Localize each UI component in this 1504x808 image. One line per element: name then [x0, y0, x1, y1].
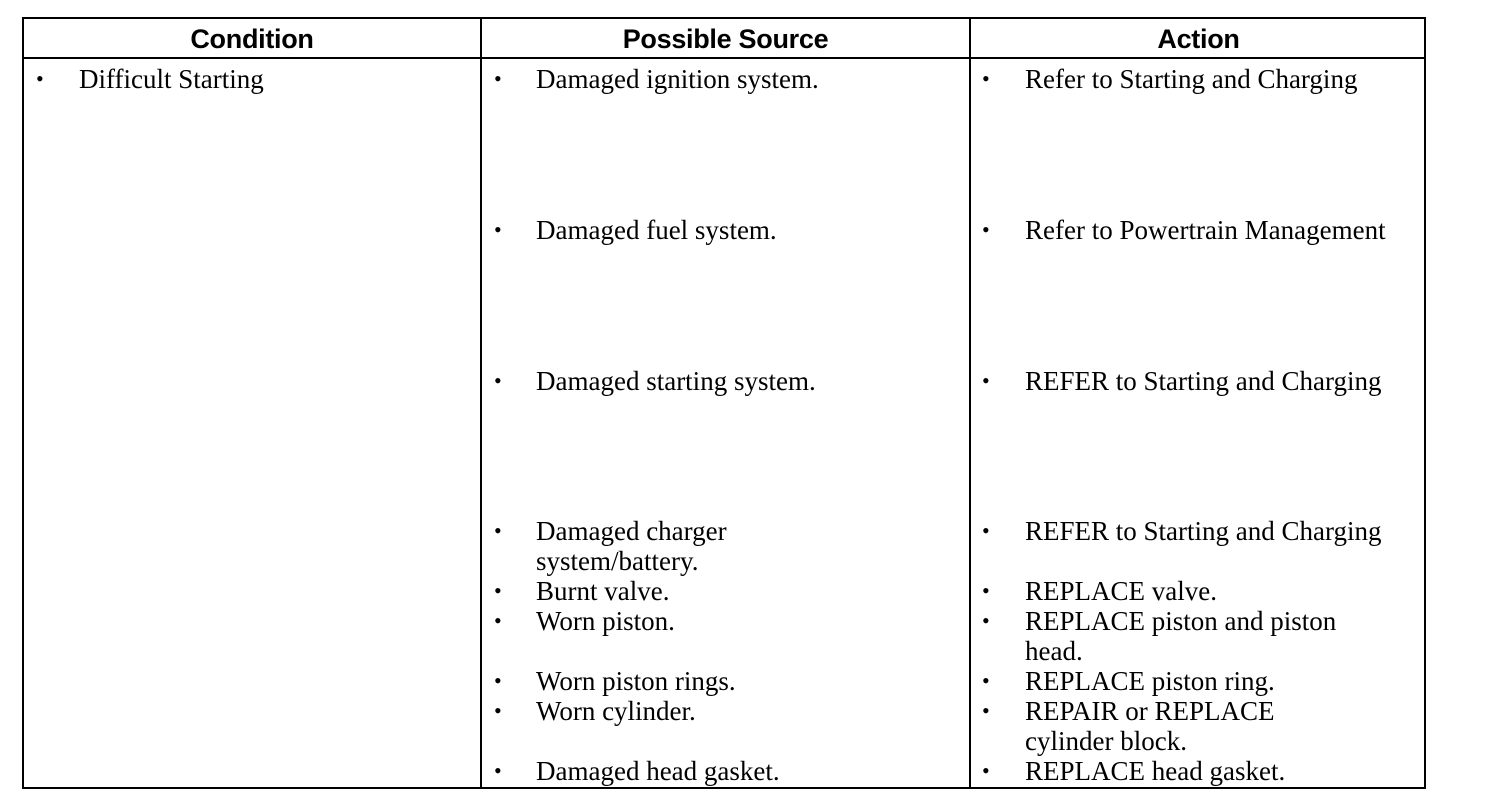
column-divider-2	[969, 19, 971, 787]
source-item: Damaged head gasket.	[536, 756, 780, 786]
action-item: head.	[1025, 636, 1083, 666]
source-item: system/battery.	[536, 546, 699, 576]
action-bullet: •	[982, 698, 990, 723]
action-item: REFER to Starting and Charging	[1025, 516, 1382, 546]
action-item: cylinder block.	[1025, 726, 1187, 756]
action-item: Refer to Powertrain Management	[1025, 215, 1386, 245]
action-bullet: •	[982, 66, 990, 91]
action-bullet: •	[982, 668, 990, 693]
source-bullet: •	[494, 698, 502, 723]
header-condition: Condition	[190, 24, 314, 54]
source-item: Worn cylinder.	[536, 696, 696, 726]
source-item: Burnt valve.	[536, 576, 670, 606]
source-bullet: •	[494, 668, 502, 693]
source-bullet: •	[494, 608, 502, 633]
action-item: REPLACE head gasket.	[1025, 756, 1286, 786]
source-bullet: •	[494, 217, 502, 242]
header-divider	[24, 57, 1424, 59]
action-bullet: •	[982, 758, 990, 783]
action-bullet: •	[982, 608, 990, 633]
action-item: REPAIR or REPLACE	[1025, 696, 1275, 726]
header-possible-source: Possible Source	[622, 24, 829, 54]
source-bullet: •	[494, 578, 502, 603]
source-bullet: •	[494, 66, 502, 91]
action-item: REPLACE piston ring.	[1025, 666, 1275, 696]
source-bullet: •	[494, 518, 502, 543]
action-item: REPLACE valve.	[1025, 576, 1217, 606]
action-item: Refer to Starting and Charging	[1025, 64, 1358, 94]
source-item: Worn piston.	[536, 606, 675, 636]
troubleshooting-table	[22, 17, 1426, 789]
action-bullet: •	[982, 368, 990, 393]
source-item: Damaged fuel system.	[536, 215, 777, 245]
source-bullet: •	[494, 368, 502, 393]
source-item: Worn piston rings.	[536, 666, 736, 696]
action-bullet: •	[982, 217, 990, 242]
action-item: REFER to Starting and Charging	[1025, 366, 1382, 396]
source-bullet: •	[494, 758, 502, 783]
source-item: Damaged starting system.	[536, 366, 816, 396]
source-item: Damaged ignition system.	[536, 64, 819, 94]
column-divider-1	[480, 19, 482, 787]
condition-text: Difficult Starting	[79, 64, 264, 94]
action-item: REPLACE piston and piston	[1025, 606, 1337, 636]
header-action: Action	[1157, 24, 1240, 54]
action-bullet: •	[982, 578, 990, 603]
condition-bullet: •	[36, 66, 44, 91]
source-item: Damaged charger	[536, 516, 727, 546]
action-bullet: •	[982, 518, 990, 543]
